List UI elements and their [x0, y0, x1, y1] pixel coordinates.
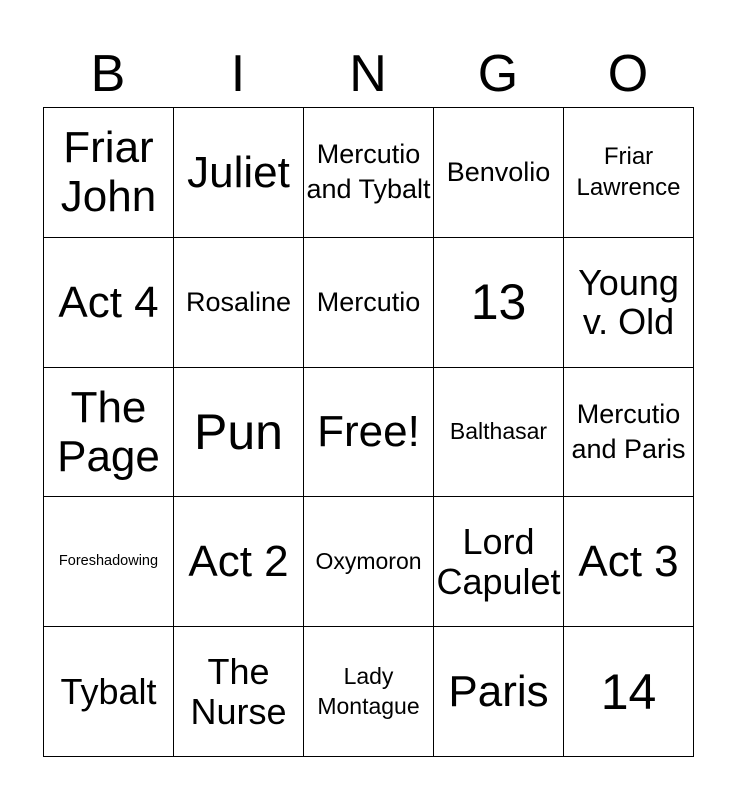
bingo-cell[interactable]: Rosaline: [174, 238, 304, 368]
bingo-cell[interactable]: 14: [564, 627, 694, 757]
header-letter-b: B: [90, 45, 126, 103]
bingo-cell[interactable]: Act 2: [174, 497, 304, 627]
bingo-cell[interactable]: Lady Montague: [304, 627, 434, 757]
bingo-cell[interactable]: The Nurse: [174, 627, 304, 757]
bingo-cell[interactable]: Mercutio and Paris: [564, 368, 694, 498]
bingo-cell[interactable]: Foreshadowing: [44, 497, 174, 627]
bingo-cell[interactable]: Benvolio: [434, 108, 564, 238]
bingo-cell[interactable]: Friar Lawrence: [564, 108, 694, 238]
header-letter-i: I: [230, 45, 246, 103]
header-letter-o: O: [607, 45, 649, 103]
bingo-cell[interactable]: Act 3: [564, 497, 694, 627]
bingo-cell[interactable]: Mercutio: [304, 238, 434, 368]
bingo-cell[interactable]: Oxymoron: [304, 497, 434, 627]
bingo-cell[interactable]: Pun: [174, 368, 304, 498]
bingo-board: [43, 107, 694, 757]
bingo-cell[interactable]: Lord Capulet: [434, 497, 564, 627]
bingo-cell[interactable]: The Page: [44, 368, 174, 498]
bingo-cell[interactable]: 13: [434, 238, 564, 368]
bingo-cell[interactable]: Balthasar: [434, 368, 564, 498]
bingo-cell[interactable]: Mercutio and Tybalt: [304, 108, 434, 238]
free-space-cell[interactable]: Free!: [304, 368, 434, 498]
bingo-cell[interactable]: Friar John: [44, 108, 174, 238]
bingo-cell[interactable]: Young v. Old: [564, 238, 694, 368]
header-letter-n: N: [349, 45, 387, 103]
bingo-cell[interactable]: Tybalt: [44, 627, 174, 757]
header-letter-g: G: [477, 45, 519, 103]
bingo-cell[interactable]: Act 4: [44, 238, 174, 368]
bingo-cell[interactable]: Paris: [434, 627, 564, 757]
bingo-cell[interactable]: Juliet: [174, 108, 304, 238]
bingo-header: [43, 44, 693, 104]
